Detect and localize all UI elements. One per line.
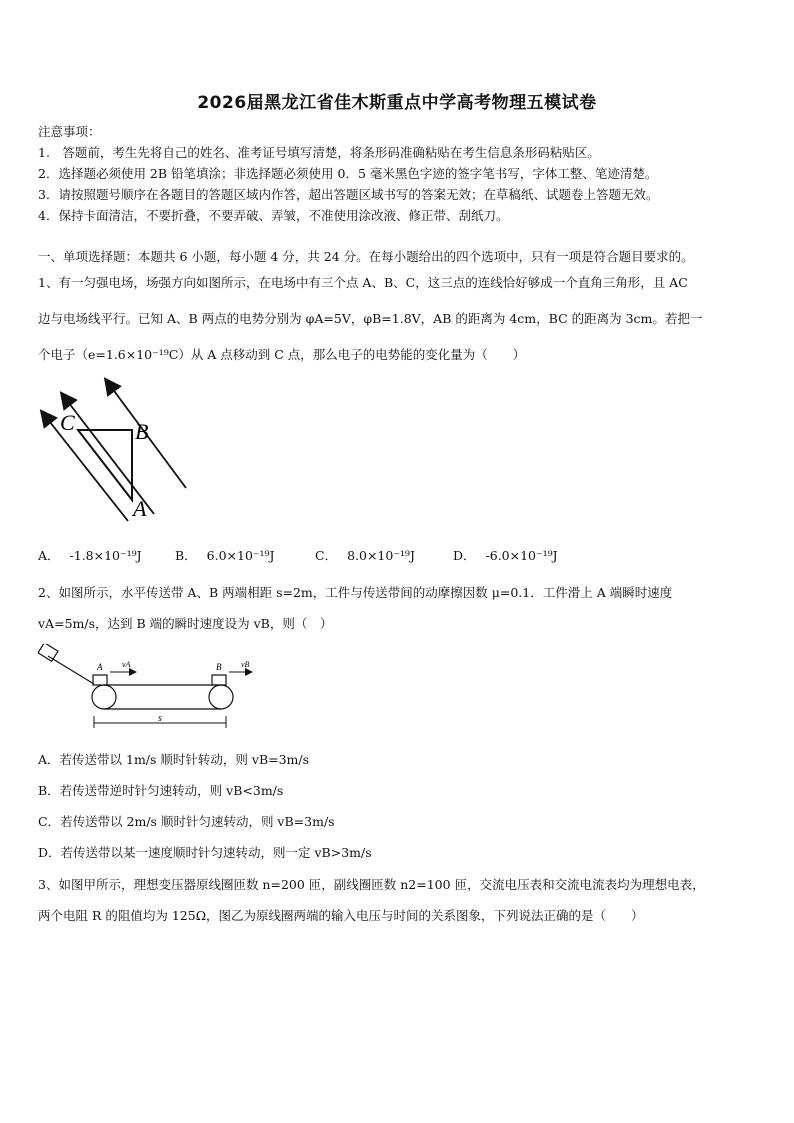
q1-option-c[interactable] xyxy=(315,546,415,564)
q1-field-figure xyxy=(36,376,196,526)
notice-item-1: 1. 答题前，考生先将自己的姓名、准考证号填写清楚，将条形码准确粘贴在考生信息条形码粘贴区。 xyxy=(38,145,600,160)
option-letter: D． xyxy=(453,548,476,563)
notice-item-2: 2．选择题必须使用 2B 铅笔填涂；非选择题必须使用 0．5 毫米黑色字迹的签字笔书写，字体工整、笔迹清楚。 xyxy=(38,166,658,181)
option-letter: A． xyxy=(38,548,60,563)
option-text: -6.0×10⁻¹⁹J xyxy=(485,548,558,563)
label-vb: vB xyxy=(241,660,250,669)
notice-item-3: 3．请按照题号顺序在各题目的答题区域内作答，超出答题区域书写的答案无效；在草稿纸、试题卷上答题无效。 xyxy=(38,187,659,202)
option-letter: B． xyxy=(175,548,197,563)
q2-conveyor-figure xyxy=(38,644,268,736)
triangle-abc xyxy=(78,430,132,500)
q2-option-d[interactable]: D．若传送带以某一速度顺时针匀速转动，则一定 vB>3m/s xyxy=(38,845,372,860)
q2-option-b[interactable]: B．若传送带逆时针匀速转动，则 vB<3m/s xyxy=(38,783,284,798)
q2-line-2: vA=5m/s，达到 B 端的瞬时速度设为 vB，则（ ） xyxy=(38,616,333,631)
label-a: A xyxy=(97,662,103,672)
ramp xyxy=(48,656,94,684)
q2-line-1: 2、如图所示，水平传送带 A、B 两端相距 s=2m，工件与传送带间的动摩擦因数 μ=0.1．工件滑上 A 端瞬时速度 xyxy=(38,585,673,600)
q1-option-d[interactable] xyxy=(453,546,558,564)
q3-line-1: 3、如图甲所示，理想变压器原线圈匝数 n=200 匝，副线圈匝数 n2=100 匝，交流电压表和交流电流表均为理想电表， xyxy=(38,877,705,892)
left-pulley xyxy=(92,685,116,709)
page-title: 2026届黑龙江省佳木斯重点中学高考物理五模试卷 xyxy=(197,93,597,113)
block-at-b xyxy=(212,675,226,685)
section-heading: 一、单项选择题：本题共 6 小题，每小题 4 分，共 24 分。在每小题给出的四个选项中，只有一项是符合题目要求的。 xyxy=(38,249,694,264)
q1-option-b[interactable] xyxy=(175,546,275,564)
point-label-a: A xyxy=(133,496,147,521)
incoming-block xyxy=(38,644,58,661)
notice-item-4: 4．保持卡面清洁，不要折叠，不要弄破、弄皱，不准使用涂改液、修正带、刮纸刀。 xyxy=(38,208,509,223)
q3-line-2: 两个电阻 R 的阻值均为 125Ω，图乙为原线圈两端的输入电压与时间的关系图象，下列说法正确的是（ ） xyxy=(38,908,644,923)
q1-line-2: 边与电场线平行。已知 A、B 两点的电势分别为 φA=5V，φB=1.8V，AB 的距离为 4cm，BC 的距离为 3cm。若把一 xyxy=(38,311,703,326)
point-label-b: B xyxy=(135,419,149,444)
q1-line-1: 1、有一匀强电场，场强方向如图所示，在电场中有三个点 A、B、C，这三点的连线恰好够成一个直角三角形，且 AC xyxy=(38,275,688,290)
label-b: B xyxy=(216,662,222,672)
option-text: 8.0×10⁻¹⁹J xyxy=(347,548,415,563)
q1-line-3: 个电子（e=1.6×10⁻¹⁹C）从 A 点移动到 C 点，那么电子的电势能的变化量为（ ） xyxy=(38,347,526,362)
block-at-a xyxy=(93,675,107,685)
q1-option-a[interactable] xyxy=(38,546,142,564)
q2-option-a[interactable]: A．若传送带以 1m/s 顺时针转动，则 vB=3m/s xyxy=(38,752,310,767)
q2-option-c[interactable]: C．若传送带以 2m/s 顺时针匀速转动，则 vB=3m/s xyxy=(38,814,335,829)
notice-heading: 注意事项： xyxy=(38,124,101,139)
label-va: vA xyxy=(122,660,131,669)
option-text: -1.8×10⁻¹⁹J xyxy=(69,548,142,563)
field-line xyxy=(42,412,128,521)
point-label-c: C xyxy=(60,410,75,435)
right-pulley xyxy=(209,685,233,709)
label-s: s xyxy=(158,713,162,724)
option-text: 6.0×10⁻¹⁹J xyxy=(206,548,275,563)
option-letter: C． xyxy=(315,548,338,563)
